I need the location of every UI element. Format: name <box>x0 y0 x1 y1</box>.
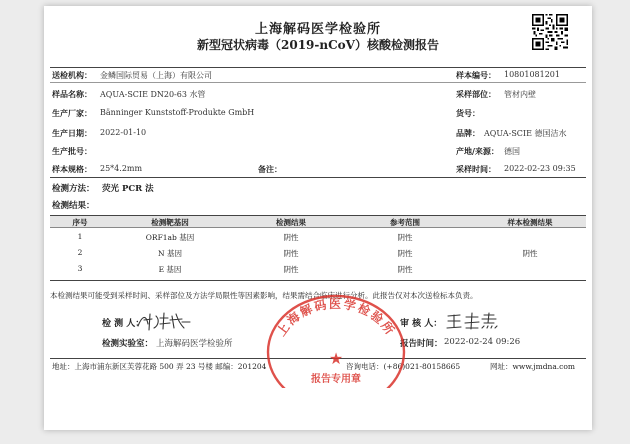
sample-no-label: 样本编号： <box>456 70 496 80</box>
lab-title: 上海解码医学检验所 <box>254 22 381 37</box>
sampling-time-label: 采样时间： <box>456 164 496 174</box>
tester-label: 检 测 人： <box>102 319 145 329</box>
sampling-time-value: 2022-02-23 09:35 <box>504 164 576 173</box>
row-result: 阴性 <box>283 233 299 242</box>
divider <box>50 280 586 281</box>
method-label: 检测方法： <box>52 184 95 194</box>
footer-phone: 咨询电话：(+86)021-80158665 <box>346 362 461 371</box>
tester-signature <box>136 310 196 332</box>
row-reference: 阴性 <box>397 233 413 242</box>
col-reference: 参考范围 <box>390 218 420 227</box>
sample-no-value: 10801081201 <box>504 70 560 79</box>
row-result: 阴性 <box>283 249 299 258</box>
brand-label: 品牌： <box>456 128 480 138</box>
report-time-value: 2022-02-24 09:26 <box>444 337 521 347</box>
col-sample-result: 样本检测结果 <box>507 218 553 227</box>
row-no: 2 <box>77 248 83 257</box>
reviewer-signature <box>446 311 502 331</box>
spec-label: 样本规格： <box>52 164 92 174</box>
divider <box>50 67 586 68</box>
reviewer-label: 审 核 人： <box>400 319 443 329</box>
row-no: 1 <box>77 232 83 241</box>
report-page <box>44 6 592 430</box>
production-date-label: 生产日期： <box>52 128 92 138</box>
col-result: 检测结果 <box>276 218 306 227</box>
manufacturer-label: 生产厂家： <box>52 108 92 118</box>
sender-label: 送检机构： <box>52 70 92 80</box>
manufacturer-value: Bänninger Kunststoff-Produkte GmbH <box>100 108 255 117</box>
row-reference: 阴性 <box>397 265 413 274</box>
svg-text:上海解码医学检验所 <box>273 296 399 339</box>
product-label: 样品名称： <box>52 89 92 99</box>
lab-value: 上海解码医学检验所 <box>156 339 233 349</box>
footer-website: 网址：www.jmdna.com <box>490 362 576 371</box>
row-result: 阴性 <box>283 265 299 274</box>
lab-label: 检测实验室： <box>102 339 154 349</box>
sampling-site-label: 采样部位： <box>456 89 496 99</box>
official-seal-stamp <box>262 292 410 388</box>
sample-result-value: 阴性 <box>522 249 538 258</box>
col-gene: 检测靶基因 <box>151 218 189 227</box>
spec-value: 25*4.2mm <box>100 164 143 173</box>
result-label: 检测结果： <box>52 201 95 211</box>
stamp-text: 上海解码医学检验所 <box>274 297 398 339</box>
item-no-label: 货号： <box>456 108 480 118</box>
origin-label: 产地/来源： <box>456 146 499 156</box>
row-no: 3 <box>77 264 83 273</box>
divider <box>50 177 586 178</box>
origin-value: 德国 <box>504 147 520 156</box>
production-date-value: 2022-01-10 <box>100 128 147 137</box>
row-gene: E 基因 <box>158 265 182 274</box>
stamp-subtext: 报告专用章 <box>311 374 361 385</box>
sender-value: 金鳞国际贸易（上海）有限公司 <box>100 71 212 80</box>
report-time-label: 报告时间： <box>400 339 443 349</box>
brand-value: AQUA-SCIE 德国洁水 <box>484 129 567 138</box>
star-icon: ★ <box>328 349 344 368</box>
row-gene: ORF1ab 基因 <box>145 233 195 242</box>
sampling-site-value: 管材内壁 <box>504 90 536 99</box>
row-reference: 阴性 <box>397 249 413 258</box>
result-table-header <box>50 215 586 228</box>
disclaimer-note: 本检测结果可能受到采样时间、采样部位及方法学局限性等因素影响，结果需结合临床进行分析。此报告仅对本次送检标本负责。 <box>50 291 478 300</box>
method-value: 荧光 PCR 法 <box>102 184 154 194</box>
batch-label: 生产批号： <box>52 146 92 156</box>
qr-code-icon <box>532 14 568 50</box>
row-gene: N 基因 <box>158 249 182 258</box>
remark-label: 备注： <box>258 164 282 174</box>
report-title: 新型冠状病毒（2019-nCoV）核酸检测报告 <box>197 38 439 52</box>
col-no: 序号 <box>72 218 88 227</box>
product-value: AQUA-SCIE DN20-63 水管 <box>100 90 206 99</box>
footer-address: 地址：上海市浦东新区芙蓉花路 500 弄 23 号楼 邮编：201204 <box>52 362 267 371</box>
divider <box>50 82 586 83</box>
